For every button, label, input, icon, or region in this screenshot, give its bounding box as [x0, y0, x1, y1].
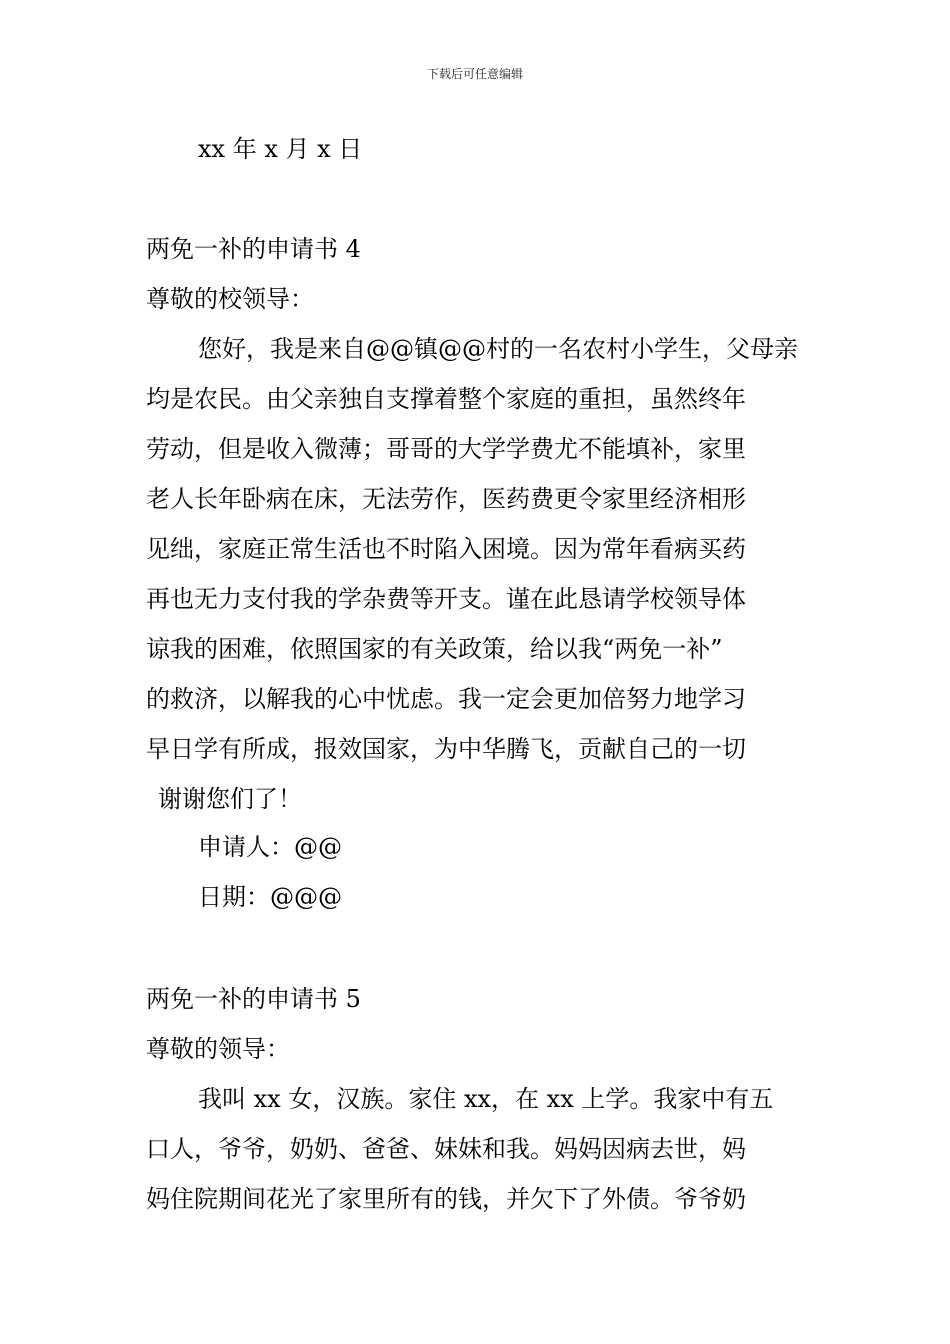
letter5-body-line: 口人，爷爷，奶奶、爸爸、妹妹和我。妈妈因病去世，妈 — [146, 1135, 746, 1163]
letter4-body-line: 老人长年卧病在床，无法劳作，医药费更令家里经济相形 — [146, 485, 746, 513]
letter4-body-line: 谢谢您们了！ — [158, 785, 302, 813]
letter4-date: 日期：@@@ — [198, 883, 342, 911]
letter4-body-line: 均是农民。由父亲独自支撑着整个家庭的重担，虽然终年 — [146, 385, 746, 413]
letter5-salutation: 尊敬的领导： — [146, 1035, 290, 1063]
letter4-body-line: 见绌，家庭正常生活也不时陷入困境。因为常年看病买药 — [146, 535, 746, 563]
letter5-body-line: 妈住院期间花光了家里所有的钱，并欠下了外债。爷爷奶 — [146, 1185, 746, 1213]
letter4-body-line: 谅我的困难，依照国家的有关政策，给以我“两免一补” — [146, 635, 723, 663]
letter4-body-line: 劳动，但是收入微薄；哥哥的大学学费尤不能填补，家里 — [146, 435, 746, 463]
letter5-title: 两免一补的申请书 5 — [146, 985, 361, 1013]
letter5-body-line: 我叫 xx 女，汉族。家住 xx，在 xx 上学。我家中有五 — [198, 1085, 774, 1113]
date-line: xx 年 x 月 x 日 — [198, 135, 363, 163]
letter4-body-line: 再也无力支付我的学杂费等开支。谨在此恳请学校领导体 — [146, 585, 746, 613]
letter4-body-line: 的救济，以解我的心中忧虑。我一定会更加倍努力地学习 — [146, 685, 746, 713]
header-note: 下载后可任意编辑 — [426, 67, 523, 81]
letter4-applicant: 申请人：@@ — [198, 833, 342, 861]
letter4-title: 两免一补的申请书 4 — [146, 235, 361, 263]
letter4-salutation: 尊敬的校领导： — [146, 285, 314, 313]
letter4-body-line: 您好，我是来自@@镇@@村的一名农村小学生，父母亲 — [198, 335, 798, 363]
letter4-body-line: 早日学有所成，报效国家，为中华腾飞，贡献自己的一切 — [146, 735, 746, 763]
